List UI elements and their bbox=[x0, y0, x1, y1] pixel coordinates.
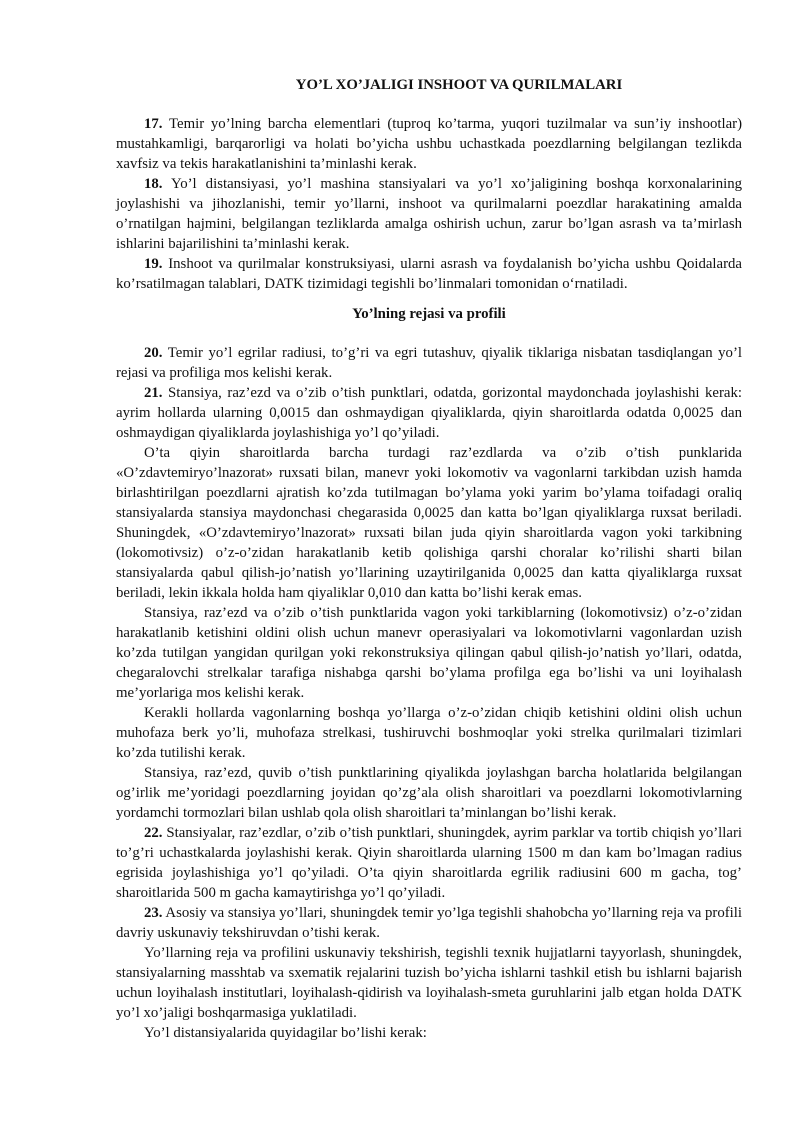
paragraph-group-plan-profile bbox=[116, 343, 742, 1043]
paragraph bbox=[116, 703, 742, 763]
subsection-title: Yo’lning rejasi va profili bbox=[352, 306, 506, 322]
paragraph-text: Stansiya, raz’ezd, quvib o’tish punktlarining qiyalikda joylashgan barcha holatlarida belgilangan og’irlik me’yoridagi poezdlarning joyidan qo’zg’ala olish sharoitlari va poezdlarni lokomotivlarning yordamchi tormozlari bilan ushlab qola olish sharoitlari ta’minlangan bo’lishi kerak. bbox=[116, 765, 742, 821]
paragraph bbox=[116, 603, 742, 703]
paragraph bbox=[116, 114, 742, 174]
paragraph-text: Inshoot va qurilmalar konstruksiyasi, ularni asrash va foydalanish bo’yicha ushbu Qoidalarda ko’rsatilmagan talablari, DATK tizimidagi tegishli bo’linmalari tomonidan o‘rnatiladi. bbox=[116, 256, 742, 292]
document-body bbox=[116, 75, 742, 1043]
paragraph-text: Yo’llarning reja va profilini uskunaviy tekshirish, tegishli texnik hujjatlarni tayyorlash, shuningdek, stansiyalarning masshtab va sxematik rejalarini tuzish bo’yicha ishlarni tashkil etish bu ishlarni bajarish uchun loyihalash institutlari, loyihalash-qidirish va loyihalash-smeta guruhlarini jalb etgan holda DATK yo’l xo’jaligi boshqarmasiga yuklatiladi. bbox=[116, 945, 742, 1021]
paragraph bbox=[116, 343, 742, 383]
paragraph-text: Yo’l distansiyasi, yo’l mashina stansiyalari va yo’l xo’jaligining boshqa korxonalarining joylashishi va jihozlanishi, temir yo’llarni, inshoot va qurilmalarni poezdlar harakatining amalda o’rnatilgan hajmini, belgilangan tezliklarda amalga oshirish uchun, zarur bo’lgan asrash va ta’mirlash ishlarini bajarilishini ta’minlashi kerak. bbox=[116, 176, 742, 252]
paragraph-number: 23. bbox=[144, 905, 163, 921]
paragraph-text: Kerakli hollarda vagonlarning boshqa yo’llarga o’z-o’zidan chiqib ketishini oldini olish uchun muhofaza berk yo’li, muhofaza strelkasi, tushiruvchi boshmoqlar yoki strelka qurilmalari tizimlari ko’zda tutilishi kerak. bbox=[116, 705, 742, 761]
paragraph-number: 18. bbox=[144, 176, 163, 192]
paragraph-number: 17. bbox=[144, 116, 163, 132]
paragraph-text: Temir yo’l egrilar radiusi, to’g’ri va egri tutashuv, qiyalik tiklariga nisbatan tasdiqlangan yo’l rejasi va profiliga mos kelishi kerak. bbox=[116, 345, 742, 381]
paragraph bbox=[116, 763, 742, 823]
paragraph bbox=[116, 383, 742, 443]
paragraph bbox=[116, 903, 742, 943]
paragraph-text: O’ta qiyin sharoitlarda barcha turdagi raz’ezdlarda va o’zib o’tish punklarida «O’zdavtemiryo’lnazorat» ruxsati bilan, manevr yoki lokomotiv va vagonlarni tarkibdan uzish hamda birlashtirilgan poezdlarni ajratish ko’zda tutilmagan bo’ylama yoki yarim bo’ylama toifadagi oraliq stansiyalarda stansiya maydonchasi chegarasida 0,0025 dan katta bo’lgan qiyaliklarga ruxsat beriladi. Shuningdek, «O’zdavtemiryo’lnazorat» ruxsati bilan juda qiyin sharoitlarda vagon yoki tarkibning (lokomotivsiz) o’z-o’zidan harakatlanib ketib qolishiga qarshi choralar ko’rilishi sharti bilan stansiyalarda qabul qilish-jo’natish yo’llarining uzaytirilganida 0,0025 dan katta qiyaliklarga ruxsat beriladi, lekin ikkala holda ham qiyaliklar 0,010 dan katta bo’lishi kerak emas. bbox=[116, 445, 742, 601]
paragraph bbox=[116, 174, 742, 254]
paragraph bbox=[116, 823, 742, 903]
paragraph-number: 22. bbox=[144, 825, 163, 841]
paragraph-text: Yo’l distansiyalarida quyidagilar bo’lishi kerak: bbox=[144, 1025, 427, 1041]
paragraph-text: Asosiy va stansiya yo’llari, shuningdek temir yo’lga tegishli shahobcha yo’llarning reja va profili davriy uskunaviy tekshiruvdan o’tishi kerak. bbox=[116, 905, 742, 941]
paragraph-number: 21. bbox=[144, 385, 163, 401]
paragraph bbox=[116, 443, 742, 603]
paragraph-text: Temir yo’lning barcha elementlari (tuproq ko’tarma, yuqori tuzilmalar va sun’iy inshootlar) mustahkamligi, barqarorligi va holati bo’yicha ushbu uchastkada poezdlarning belgilangan tezlikda xavfsiz va tekis harakatlanishini ta’minlashi kerak. bbox=[116, 116, 743, 172]
section-title: YO’L XO’JALIGI INSHOOT VA QURILMALARI bbox=[295, 77, 623, 93]
paragraph-number: 19. bbox=[144, 256, 163, 272]
paragraph-group-general bbox=[116, 114, 742, 294]
paragraph-text: Stansiya, raz’ezd va o’zib o’tish punktlari, odatda, gorizontal maydonchada joylashishi kerak: ayrim hollarda ularning 0,0015 dan oshmaydigan qiyaliklarda, qiyin sharoitlarda odatda 0,0025 dan oshmaydigan qiyaliklarda joylashishiga yo’l qo’yiladi. bbox=[116, 385, 742, 441]
paragraph bbox=[116, 1023, 742, 1043]
paragraph bbox=[116, 943, 742, 1023]
paragraph bbox=[116, 254, 742, 294]
paragraph-text: Stansiya, raz’ezd va o’zib o’tish punktlarida vagon yoki tarkiblarning (lokomotivsiz) o’z-o’zidan harakatlanib ketishini oldini olish uchun manevr operasiyalari va lokomotivlarni vagonlardan uzish ko’zda tutilgan yangidan qurilgan yoki rekonstruksiya qilingan qabul qilish-jo’natish yo’llari, odatda, chegaralovchi strelkalar tarafiga nishabga qarshi bo’ylama profilga ega bo’lishi va uni loyihalash me’yorlariga mos kelishi kerak. bbox=[116, 605, 742, 701]
paragraph-text: Stansiyalar, raz’ezdlar, o’zib o’tish punktlari, shuningdek, ayrim parklar va tortib chiqish yo’llari to’g’ri uchastkalarda joylashishi kerak. Qiyin sharoitlarda ularning 1500 m dan kam bo’lmagan radius egrisida joylashishiga yo’l qo’yiladi. O’ta qiyin sharoitlarda egrilik radiusini 600 m gacha, tog’ sharoitlarida 500 m gacha kamaytirishga yo’l qo’yiladi. bbox=[116, 825, 742, 901]
paragraph-number: 20. bbox=[144, 345, 163, 361]
